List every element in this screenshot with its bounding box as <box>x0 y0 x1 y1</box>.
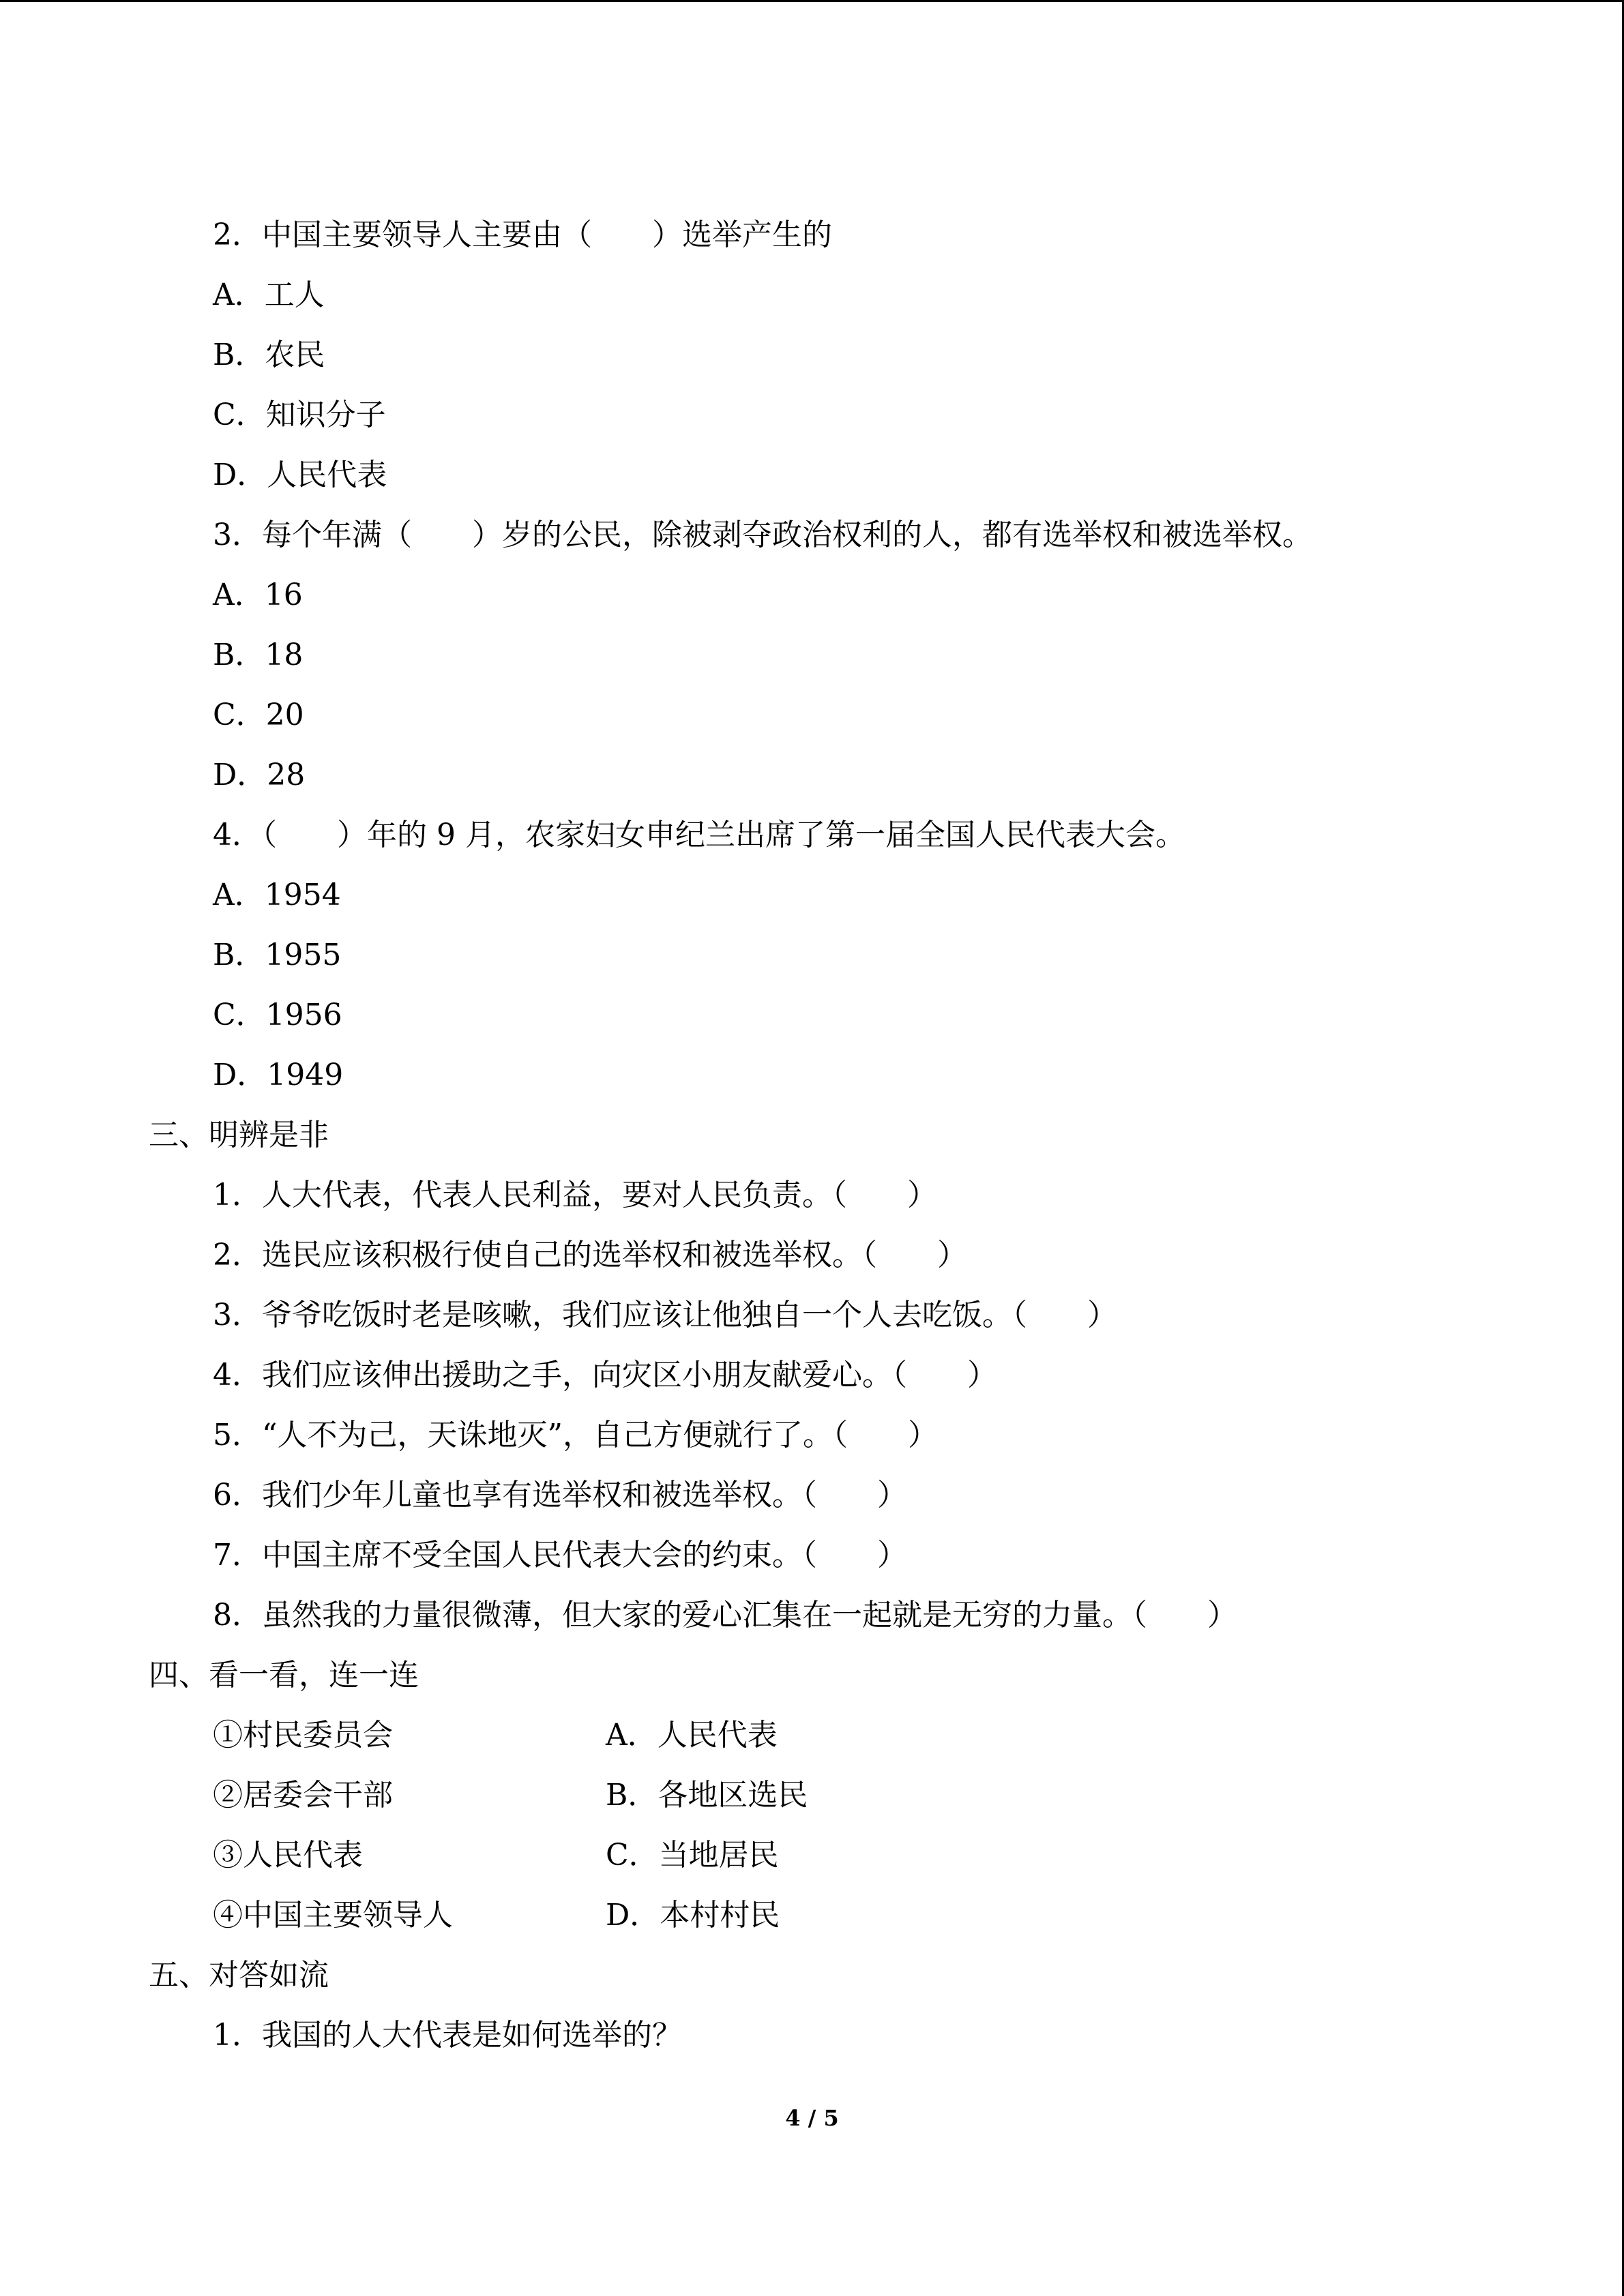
question-4-option-a: A．1954 <box>213 878 341 912</box>
section-4-title: 四、看一看，连一连 <box>149 1658 419 1693</box>
match-right-a: A．人民代表 <box>606 1718 778 1753</box>
question-3-stem: 3．每个年满（ ）岁的公民，除被剥夺政治权利的人，都有选举权和被选举权。 <box>213 518 1312 552</box>
judgement-item-7: 7．中国主席不受全国人民代表大会的约束。（ ） <box>213 1538 907 1572</box>
judgement-item-8: 8．虽然我的力量很微薄，但大家的爱心汇集在一起就是无穷的力量。（ ） <box>213 1598 1237 1632</box>
question-2-stem: 2．中国主要领导人主要由（ ）选举产生的 <box>213 218 832 252</box>
judgement-item-1: 1．人大代表，代表人民利益，要对人民负责。（ ） <box>213 1178 937 1212</box>
match-left-2: ②居委会干部 <box>213 1778 393 1813</box>
question-3-option-c: C．20 <box>213 698 304 732</box>
question-4-stem: 4．（ ）年的 9 月，农家妇女申纪兰出席了第一届全国人民代表大会。 <box>213 818 1185 852</box>
judgement-item-4: 4．我们应该伸出援助之手，向灾区小朋友献爱心。（ ） <box>213 1358 997 1392</box>
match-left-4: ④中国主要领导人 <box>213 1898 453 1933</box>
match-left-3: ③人民代表 <box>213 1838 363 1873</box>
question-2-option-a: A．工人 <box>213 278 325 312</box>
question-2-option-c: C．知识分子 <box>213 398 386 432</box>
page-number: 4 / 5 <box>785 2105 839 2131</box>
question-4-option-b: B．1955 <box>213 938 342 972</box>
match-left-1: ①村民委员会 <box>213 1718 393 1753</box>
short-answer-item-1: 1．我国的人大代表是如何选举的？ <box>213 2018 682 2053</box>
question-3-option-d: D．28 <box>213 758 306 792</box>
section-3-title: 三、明辨是非 <box>149 1118 329 1152</box>
question-4-option-c: C．1956 <box>213 998 342 1032</box>
question-3-option-b: B．18 <box>213 638 304 672</box>
judgement-item-5: 5．“人不为己，天诛地灭”，自己方便就行了。（ ） <box>213 1418 938 1452</box>
section-5-title: 五、对答如流 <box>149 1958 329 1993</box>
match-right-c: C．当地居民 <box>606 1838 779 1873</box>
question-2-option-b: B．农民 <box>213 338 325 372</box>
question-4-option-d: D．1949 <box>213 1058 344 1092</box>
match-right-d: D．本村村民 <box>606 1898 780 1933</box>
judgement-item-3: 3．爷爷吃饭时老是咳嗽，我们应该让他独自一个人去吃饭。（ ） <box>213 1298 1117 1332</box>
page-top-border <box>0 0 1624 2</box>
question-3-option-a: A．16 <box>213 578 303 612</box>
judgement-item-2: 2．选民应该积极行使自己的选举权和被选举权。（ ） <box>213 1238 967 1272</box>
judgement-item-6: 6．我们少年儿童也享有选举权和被选举权。（ ） <box>213 1478 907 1512</box>
question-2-option-d: D．人民代表 <box>213 458 387 492</box>
match-right-b: B．各地区选民 <box>606 1778 808 1813</box>
